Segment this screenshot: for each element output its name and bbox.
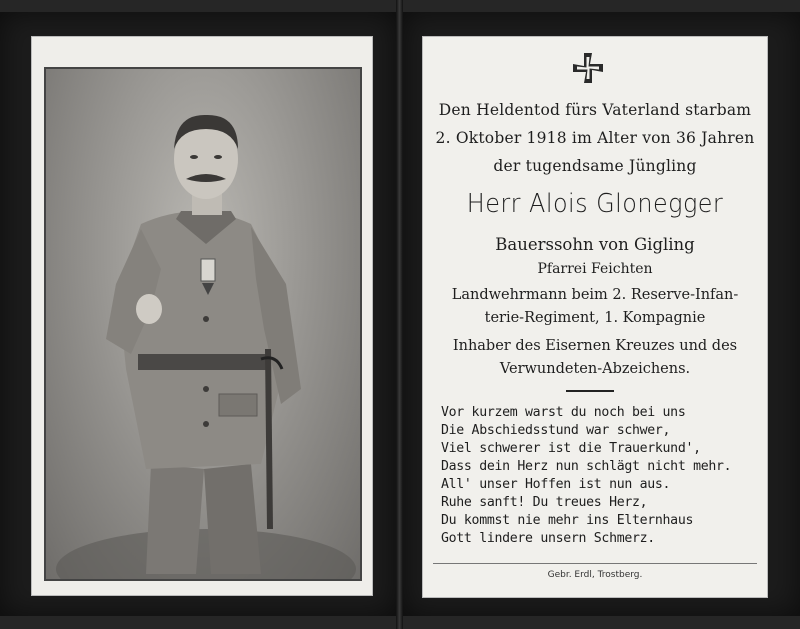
printer-rule [433,563,757,564]
rank-line-1: Landwehrmann beim 2. Reserve-Infan- [451,287,739,303]
soldier-portrait [44,67,362,581]
parish: Pfarrei Feichten [537,261,653,277]
soldier-figure [46,69,360,579]
intro-line-2: 2. Oktober 1918 im Alter von 36 Jahren [435,129,755,147]
decorations-line-1: Inhaber des Eisernen Kreuzes und des [452,338,738,354]
poem-line-3: Viel schwerer ist die Trauerkund', [441,441,701,456]
text-sheet [422,36,768,598]
poem-line-2: Die Abschiedsstund war schwer, [441,423,671,438]
poem-line-1: Vor kurzem warst du noch bei uns [441,405,686,420]
rank-line-2: terie-Regiment, 1. Kompagnie [484,310,706,326]
poem-line-5: All' unser Hoffen ist nun aus. [441,477,671,492]
intro-line-1: Den Heldentod fürs Vaterland starbam [438,101,752,119]
iron-cross-icon [573,53,603,83]
divider [566,390,614,392]
deceased-name: Herr Alois Glonegger [466,189,724,219]
poem-line-4: Dass dein Herz nun schlägt nicht mehr. [441,459,732,474]
poem-line-6: Ruhe sanft! Du treues Herz, [441,495,648,510]
photo-sheet [31,36,373,596]
occupation: Bauerssohn von Gigling [495,235,695,254]
poem-line-8: Gott lindere unsern Schmerz. [441,531,655,546]
intro-line-3: der tugendsame Jüngling [493,157,697,175]
decorations-line-2: Verwundeten-Abzeichens. [499,361,691,377]
card-fold [396,0,403,629]
printer-credit: Gebr. Erdl, Trostberg. [547,570,643,580]
poem-line-7: Du kommst nie mehr ins Elternhaus [441,513,694,528]
